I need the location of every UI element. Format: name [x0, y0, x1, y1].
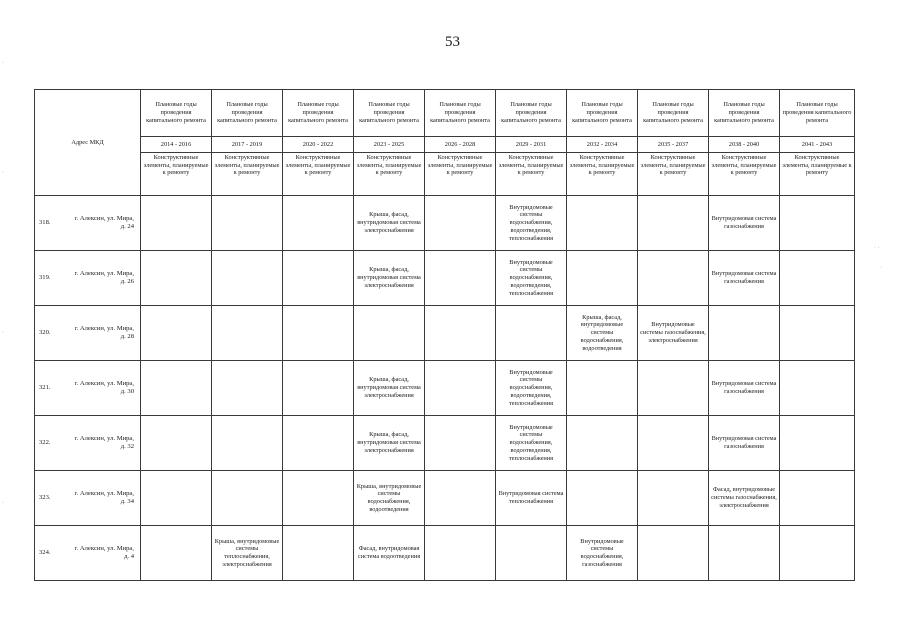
table-row — [35, 196, 855, 251]
repair-elements-cell — [425, 526, 496, 581]
row-number: 322. — [35, 416, 73, 471]
building-address: г. Алексин, ул. Мира, д. 30 — [73, 361, 141, 416]
repair-elements-cell: Крыша, фасад, внутридомовые системы водоснабжения, водоотведения — [567, 306, 638, 361]
scan-margin-mark: · — [2, 170, 4, 176]
row-number: 324. — [35, 526, 73, 581]
repair-elements-cell — [638, 361, 709, 416]
table-row — [35, 416, 855, 471]
row-number: 323. — [35, 471, 73, 526]
planned-years-header: Плановые годы проведения капитального ремонта — [638, 90, 709, 137]
period-header: 2029 - 2031 — [496, 137, 567, 153]
table-row — [35, 471, 855, 526]
repair-elements-cell — [425, 361, 496, 416]
scan-margin-mark: · — [880, 265, 882, 271]
building-address: г. Алексин, ул. Мира, д. 4 — [73, 526, 141, 581]
repair-elements-cell — [141, 196, 212, 251]
elements-header: Конструктивные элементы, планируемые к ремонту — [141, 153, 212, 196]
elements-header: Конструктивные элементы, планируемые к ремонту — [709, 153, 780, 196]
table-row — [35, 526, 855, 581]
repair-elements-cell: Крыша, фасад, внутридомовая система электроснабжения — [354, 416, 425, 471]
planned-years-header: Плановые годы проведения капитального ремонта — [709, 90, 780, 137]
repair-elements-cell — [212, 416, 283, 471]
building-address: г. Алексин, ул. Мира, д. 24 — [73, 196, 141, 251]
repair-elements-cell — [638, 251, 709, 306]
repair-elements-cell — [567, 361, 638, 416]
table-row — [35, 361, 855, 416]
repair-elements-cell — [638, 471, 709, 526]
repair-elements-cell: Внутридомовые системы водоснабжения, водоотведения, теплоснабжения — [496, 361, 567, 416]
repair-elements-cell: Крыша, фасад, внутридомовая система электроснабжения — [354, 361, 425, 416]
period-header: 2014 - 2016 — [141, 137, 212, 153]
page-number: 53 — [445, 34, 460, 50]
table-row — [35, 306, 855, 361]
building-address: г. Алексин, ул. Мира, д. 32 — [73, 416, 141, 471]
repair-elements-cell — [212, 251, 283, 306]
repair-elements-cell — [283, 196, 354, 251]
planned-years-header: Плановые годы проведения капитального ремонта — [425, 90, 496, 137]
row-number: 320. — [35, 306, 73, 361]
repair-elements-cell: Внутридомовая система теплоснабжения — [496, 471, 567, 526]
scan-margin-mark: · — [2, 330, 4, 336]
repair-elements-cell — [283, 416, 354, 471]
period-header: 2041 - 2043 — [780, 137, 855, 153]
repair-elements-cell: Внутридомовые системы водоснабжения, водоотведения, теплоснабжения — [496, 416, 567, 471]
repair-elements-cell — [780, 196, 855, 251]
elements-header: Конструктивные элементы, планируемые к ремонту — [283, 153, 354, 196]
period-header: 2017 - 2019 — [212, 137, 283, 153]
repair-elements-cell — [141, 306, 212, 361]
elements-header: Конструктивные элементы, планируемые к ремонту — [496, 153, 567, 196]
repair-elements-cell — [496, 526, 567, 581]
period-header: 2038 - 2040 — [709, 137, 780, 153]
address-column-header: Адрес МКД — [35, 90, 141, 196]
repair-elements-cell — [425, 251, 496, 306]
repair-elements-cell: Внутридомовые системы водоснабжения, водоотведения, теплоснабжения — [496, 196, 567, 251]
repair-elements-cell — [638, 526, 709, 581]
repair-elements-cell — [283, 361, 354, 416]
planned-years-header: Плановые годы проведения капитального ремонта — [141, 90, 212, 137]
row-number: 321. — [35, 361, 73, 416]
capital-repair-table — [34, 89, 855, 581]
repair-elements-cell: Внутридомовые системы водоснабжения, водоотведения, теплоснабжения — [496, 251, 567, 306]
repair-elements-cell — [496, 306, 567, 361]
building-address: г. Алексин, ул. Мира, д. 26 — [73, 251, 141, 306]
repair-elements-cell — [141, 416, 212, 471]
repair-elements-cell — [354, 306, 425, 361]
planned-years-header: Плановые годы проведения капитального ремонта — [496, 90, 567, 137]
row-number: 319. — [35, 251, 73, 306]
scan-margin-mark: · · — [874, 245, 880, 251]
scan-margin-mark: · — [2, 500, 4, 506]
planned-years-header: Плановые годы проведения капитального ремонта — [212, 90, 283, 137]
planned-years-header: Плановые годы проведения капитального ремонта — [780, 90, 855, 137]
elements-header: Конструктивные элементы, планируемые к ремонту — [212, 153, 283, 196]
repair-elements-cell: Внутридомовая система газоснабжения — [709, 196, 780, 251]
repair-elements-cell — [141, 526, 212, 581]
period-header: 2020 - 2022 — [283, 137, 354, 153]
repair-elements-cell: Внутридомовая система газоснабжения — [709, 251, 780, 306]
repair-elements-cell — [709, 526, 780, 581]
period-header: 2026 - 2028 — [425, 137, 496, 153]
repair-elements-cell — [638, 196, 709, 251]
repair-elements-cell — [283, 306, 354, 361]
elements-header: Конструктивные элементы, планируемые к ремонту — [567, 153, 638, 196]
planned-years-header: Плановые годы проведения капитального ремонта — [567, 90, 638, 137]
repair-elements-cell: Фасад, внутридомовые системы газоснабжения, электроснабжения — [709, 471, 780, 526]
repair-elements-cell — [709, 306, 780, 361]
repair-elements-cell — [425, 196, 496, 251]
repair-elements-cell — [780, 251, 855, 306]
period-header: 2035 - 2037 — [638, 137, 709, 153]
repair-elements-cell — [567, 251, 638, 306]
period-header: 2023 - 2025 — [354, 137, 425, 153]
repair-elements-cell: Крыша, фасад, внутридомовая система электроснабжения — [354, 196, 425, 251]
elements-header: Конструктивные элементы, планируемые к ремонту — [638, 153, 709, 196]
repair-elements-cell: Внутридомовые системы водоснабжения, газоснабжения — [567, 526, 638, 581]
repair-elements-cell — [780, 361, 855, 416]
repair-elements-cell — [141, 471, 212, 526]
row-number: 318. — [35, 196, 73, 251]
scan-margin-mark: · — [2, 60, 4, 66]
planned-years-header: Плановые годы проведения капитального ремонта — [354, 90, 425, 137]
elements-header: Конструктивные элементы, планируемые к ремонту — [354, 153, 425, 196]
repair-elements-cell — [212, 471, 283, 526]
period-header: 2032 - 2034 — [567, 137, 638, 153]
building-address: г. Алексин, ул. Мира, д. 28 — [73, 306, 141, 361]
repair-elements-cell: Крыша, внутридомовые системы водоснабжения, водоотведения — [354, 471, 425, 526]
repair-elements-cell — [780, 526, 855, 581]
repair-elements-cell — [141, 361, 212, 416]
repair-elements-cell: Фасад, внутридомовая система водоотведения — [354, 526, 425, 581]
repair-elements-cell — [638, 416, 709, 471]
repair-elements-cell — [567, 196, 638, 251]
repair-elements-cell — [425, 306, 496, 361]
repair-elements-cell — [780, 306, 855, 361]
repair-elements-cell — [567, 471, 638, 526]
building-address: г. Алексин, ул. Мира, д. 34 — [73, 471, 141, 526]
repair-elements-cell — [283, 471, 354, 526]
table-row — [35, 251, 855, 306]
repair-elements-cell — [283, 251, 354, 306]
repair-elements-cell: Внутридомовые системы газоснабжения, электроснабжения — [638, 306, 709, 361]
elements-header: Конструктивные элементы, планируемые к ремонту — [425, 153, 496, 196]
repair-elements-cell: Внутридомовая система газоснабжения — [709, 416, 780, 471]
repair-elements-cell — [141, 251, 212, 306]
repair-elements-cell — [425, 471, 496, 526]
planned-years-header: Плановые годы проведения капитального ремонта — [283, 90, 354, 137]
repair-elements-cell: Внутридомовая система газоснабжения — [709, 361, 780, 416]
repair-elements-cell: Крыша, фасад, внутридомовая система электроснабжения — [354, 251, 425, 306]
repair-elements-cell — [780, 416, 855, 471]
repair-elements-cell — [212, 361, 283, 416]
repair-elements-cell: Крыша, внутридомовые системы теплоснабжения, электроснабжения — [212, 526, 283, 581]
repair-elements-cell — [425, 416, 496, 471]
repair-elements-cell — [283, 526, 354, 581]
repair-elements-cell — [212, 196, 283, 251]
repair-elements-cell — [780, 471, 855, 526]
repair-elements-cell — [567, 416, 638, 471]
repair-elements-cell — [212, 306, 283, 361]
elements-header: Конструктивные элементы, планируемые к ремонту — [780, 153, 855, 196]
